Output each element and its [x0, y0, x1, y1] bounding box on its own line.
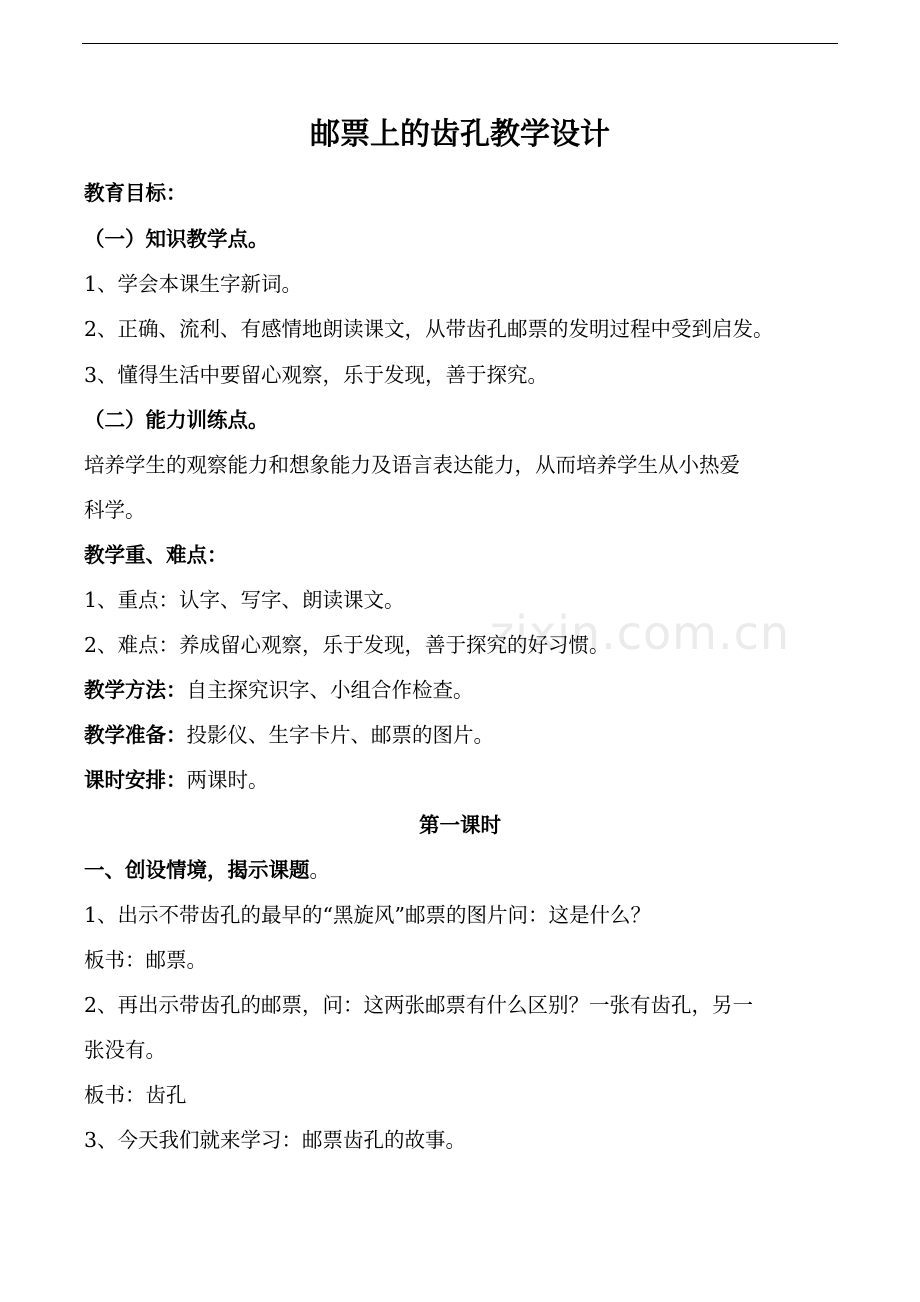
line-text: 科学。: [84, 498, 146, 522]
line-label: 一、创设情境，揭示课题: [84, 858, 310, 882]
document-title: 邮票上的齿孔教学设计: [310, 117, 610, 152]
paragraph-line: [84, 1080, 187, 1110]
lesson-schedule-line: [84, 765, 269, 795]
line-text: 投影仪、生字卡片、邮票的图片。: [186, 723, 494, 747]
paragraph-line: [84, 1035, 166, 1065]
line-text: 培养学生的观察能力和想象能力及语言表达能力，从而培养学生从小热爱: [84, 453, 740, 477]
subheading-ability-points: [84, 405, 269, 435]
paragraph-line: [84, 900, 651, 930]
line-text: 1、出示不带齿孔的最早的“黑旋风”邮票的图片问：这是什么？: [84, 903, 652, 927]
paragraph-line: [84, 314, 774, 344]
teaching-method-line: [84, 675, 474, 705]
line-label: 课时安排：: [84, 768, 187, 792]
line-label: 教学重、难点：: [84, 543, 228, 567]
header-rule: [82, 43, 838, 44]
paragraph-line: [84, 360, 548, 390]
line-label: 第一课时: [419, 813, 501, 837]
line-label: （一）知识教学点。: [84, 227, 269, 251]
line-text: 张没有。: [84, 1038, 166, 1062]
line-text: 1、学会本课生字新词。: [84, 272, 303, 296]
line-text: 2、难点：养成留心观察，乐于发现，善于探究的好习惯。: [84, 633, 610, 657]
heading-create-situation: [84, 855, 330, 885]
watermark: zixin.com.cn: [490, 606, 791, 660]
paragraph-line: [84, 990, 753, 1020]
line-text: 两课时。: [186, 768, 269, 792]
line-text: 2、再出示带齿孔的邮票，问：这两张邮票有什么区别？一张有齿孔，另一: [84, 993, 754, 1017]
heading-education-goals: [84, 178, 187, 208]
line-text: 。: [309, 858, 330, 882]
paragraph-line: [84, 585, 405, 615]
paragraph-line: [84, 495, 146, 525]
line-text: 板书：齿孔: [84, 1083, 187, 1107]
paragraph-line: [84, 450, 740, 480]
paragraph-line: [84, 269, 302, 299]
line-text: 1、重点：认字、写字、朗读课文。: [84, 588, 405, 612]
line-text: 3、懂得生活中要留心观察，乐于发现，善于探究。: [84, 363, 549, 387]
paragraph-line: [84, 630, 610, 660]
heading-key-points: [84, 540, 228, 570]
line-text: 2、正确、流利、有感情地朗读课文，从带齿孔邮票的发明过程中受到启发。: [84, 317, 774, 341]
line-label: 教学准备：: [84, 723, 187, 747]
line-text: 3、今天我们就来学习：邮票齿孔的故事。: [84, 1128, 467, 1152]
line-text: 板书：邮票。: [84, 948, 207, 972]
line-label: （二）能力训练点。: [84, 408, 269, 432]
line-label: 教育目标：: [84, 181, 187, 205]
paragraph-line: [84, 945, 207, 975]
line-text: 自主探究识字、小组合作检查。: [186, 678, 474, 702]
section-title-first-lesson: [0, 810, 920, 840]
teaching-preparation-line: [84, 720, 494, 750]
line-label: 教学方法：: [84, 678, 187, 702]
subheading-knowledge-points: [84, 224, 269, 254]
paragraph-line: [84, 1125, 466, 1155]
